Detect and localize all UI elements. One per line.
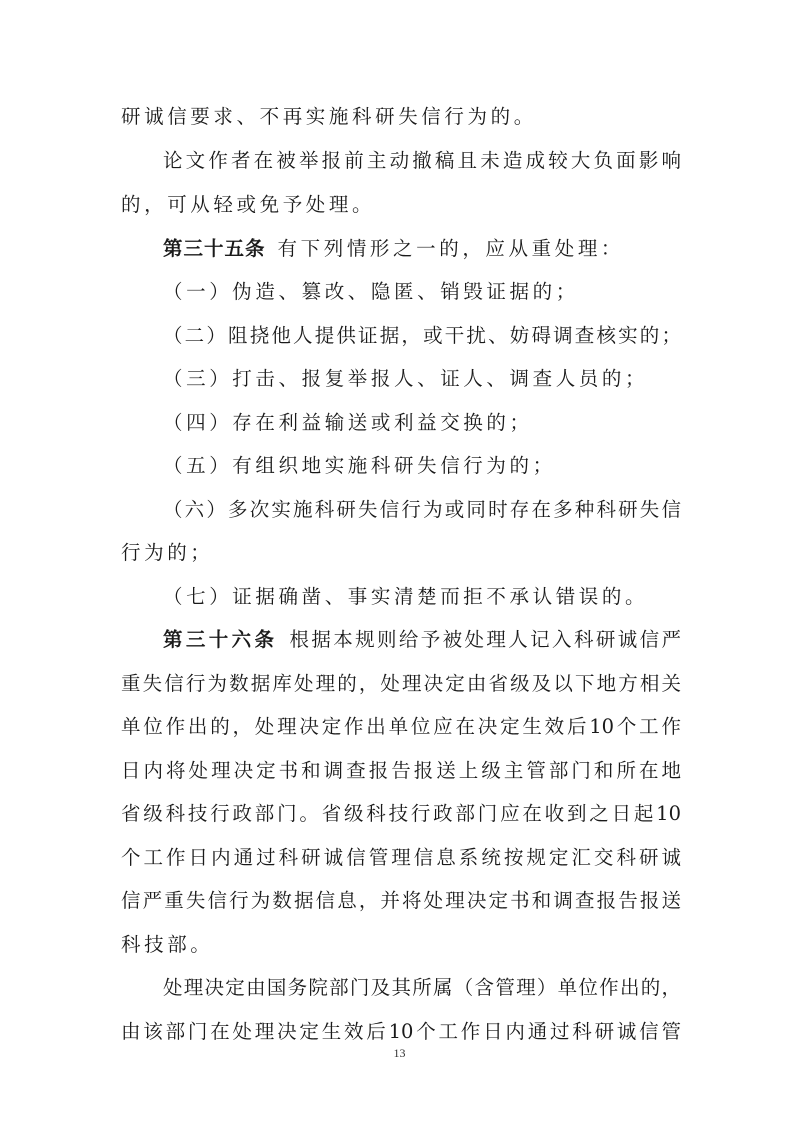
paragraph-line: 重失信行为数据库处理的，处理决定由省级及以下地方相关 — [121, 672, 681, 695]
list-item: （三）打击、报复举报人、证人、调查人员的； — [163, 367, 649, 390]
article-heading: 第三十五条 — [163, 237, 266, 260]
article-text: 有下列情形之一的，应从重处理： — [277, 237, 625, 260]
paragraph-line: 由该部门在处理决定生效后10个工作日内通过科研诚信管 — [121, 1020, 681, 1043]
paragraph-line: 单位作出的，处理决定作出单位应在决定生效后10个工作 — [121, 715, 681, 738]
list-item: （七）证据确凿、事实清楚而拒不承认错误的。 — [163, 585, 649, 608]
paragraph-line: 处理决定由国务院部门及其所属（含管理）单位作出的， — [163, 976, 681, 999]
article-36-line — [163, 628, 681, 652]
page-number: 13 — [393, 1046, 406, 1060]
paragraph-line: 信严重失信行为数据信息，并将处理决定书和调查报告报送 — [121, 889, 681, 912]
article-35-line — [163, 237, 723, 261]
article-text: 根据本规则给予被处理人记入科研诚信严 — [289, 628, 681, 651]
list-item-continuation: 行为的； — [121, 541, 214, 564]
paragraph-line: 研诚信要求、不再实施科研失信行为的。 — [121, 105, 537, 128]
paragraph-line: 省级科技行政部门。省级科技行政部门应在收到之日起10 — [121, 802, 681, 825]
paragraph-line: 科技部。 — [121, 933, 214, 956]
list-item: （二）阻挠他人提供证据，或干扰、妨碍调查核实的； — [163, 324, 681, 347]
list-item: （六）多次实施科研失信行为或同时存在多种科研失信 — [163, 498, 681, 521]
paragraph-line: 论文作者在被举报前主动撤稿且未造成较大负面影响 — [163, 149, 681, 172]
paragraph-line: 日内将处理决定书和调查报告报送上级主管部门和所在地 — [121, 759, 681, 782]
list-item: （一）伪造、篡改、隐匿、销毁证据的； — [163, 280, 579, 303]
list-item: （五）有组织地实施科研失信行为的； — [163, 454, 556, 477]
paragraph-line: 个工作日内通过科研诚信管理信息系统按规定汇交科研诚 — [121, 846, 681, 869]
paragraph-line: 的，可从轻或免予处理。 — [121, 193, 376, 216]
list-item: （四）存在利益输送或利益交换的； — [163, 411, 533, 434]
article-heading: 第三十六条 — [163, 628, 278, 651]
